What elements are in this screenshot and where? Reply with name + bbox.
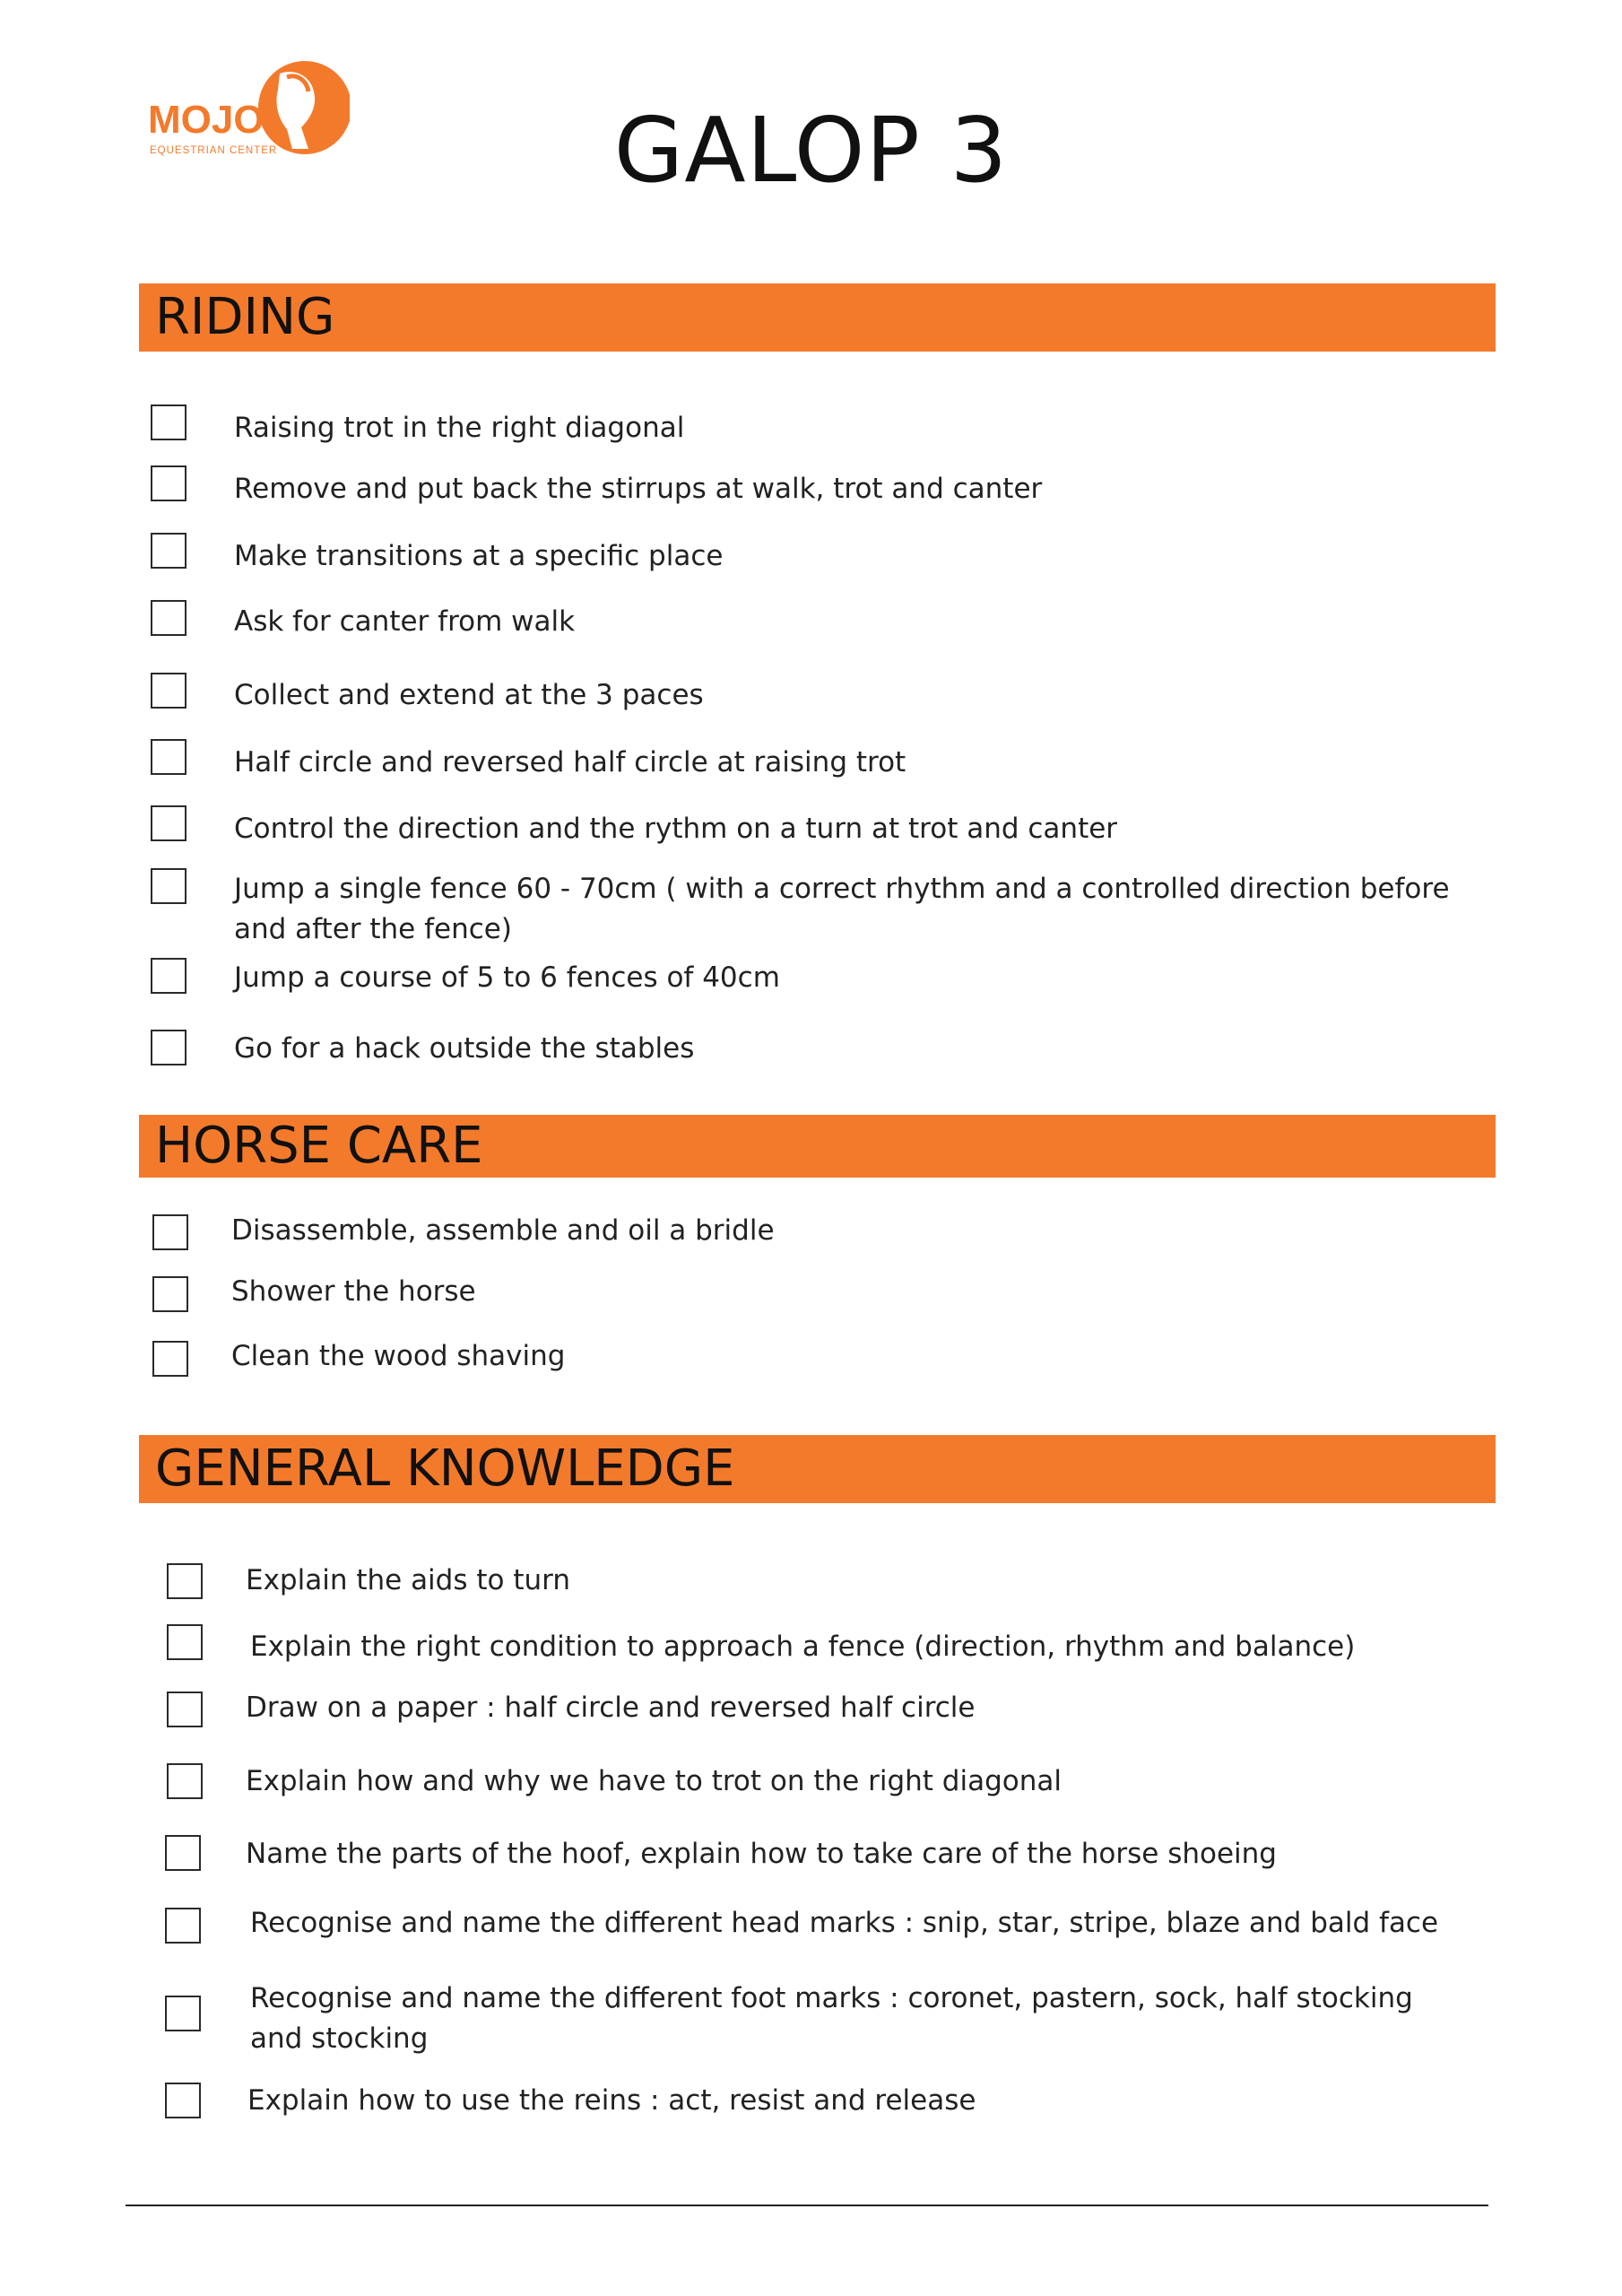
checklist-item: Go for a hack outside the stables [234, 1032, 695, 1065]
checklist-item: Collect and extend at the 3 paces [234, 679, 704, 711]
checklist-item: Explain the aids to turn [246, 1564, 570, 1596]
checklist-item: Make transitions at a specific place [234, 540, 724, 572]
checklist-item: Jump a single fence 60 - 70cm ( with a correct rhythm and a controlled direction before and after the fence) [234, 873, 1450, 945]
checkbox[interactable] [165, 1835, 201, 1871]
checkbox[interactable] [152, 1341, 188, 1377]
section-header-horse-care [139, 1115, 1496, 1178]
checklist-item: Remove and put back the stirrups at walk, trot and canter [234, 473, 1043, 505]
checklist-item: Draw on a paper : half circle and reversed half circle [246, 1692, 976, 1724]
checklist-item: Recognise and name the different foot marks : coronet, pastern, sock, half stocking and stocking [250, 1982, 1413, 2055]
checkbox[interactable] [151, 739, 186, 775]
checkbox[interactable] [151, 404, 186, 440]
checkbox[interactable] [167, 1624, 203, 1660]
checkbox[interactable] [167, 1563, 203, 1599]
logo-tagline: EQUESTRIAN CENTER [150, 145, 278, 156]
checkbox[interactable] [167, 1692, 203, 1727]
bottom-divider [126, 2205, 1488, 2206]
checklist-item: Name the parts of the hoof, explain how to take care of the horse shoeing [246, 1838, 1277, 1870]
checklist-item: Explain how and why we have to trot on the right diagonal [246, 1765, 1062, 1797]
checklist-item: Explain the right condition to approach a fence (direction, rhythm and balance) [250, 1631, 1356, 1663]
checkbox[interactable] [165, 1908, 201, 1944]
checklist-item: Shower the horse [231, 1275, 476, 1308]
logo-word: MOJO [148, 98, 265, 142]
section-heading: HORSE CARE [155, 1117, 483, 1175]
checklist-item: Explain how to use the reins : act, resist and release [247, 2084, 976, 2117]
checkbox[interactable] [151, 868, 186, 904]
checkbox[interactable] [152, 1276, 188, 1312]
checkbox[interactable] [151, 673, 186, 709]
checkbox[interactable] [151, 1030, 186, 1065]
page-title: GALOP 3 [613, 98, 1009, 203]
checklist-item: Jump a course of 5 to 6 fences of 40cm [234, 961, 780, 994]
checkbox[interactable] [151, 600, 186, 636]
checkbox[interactable] [151, 805, 186, 841]
section-heading: GENERAL KNOWLEDGE [155, 1439, 735, 1498]
checklist-item: Control the direction and the rythm on a turn at trot and canter [234, 813, 1118, 845]
checkbox[interactable] [152, 1214, 188, 1250]
section-heading: RIDING [155, 288, 335, 346]
checkbox[interactable] [165, 1996, 201, 2031]
checklist-item: Clean the wood shaving [231, 1340, 566, 1372]
section-header-general-knowledge [139, 1435, 1496, 1503]
checklist-item: Raising trot in the right diagonal [234, 412, 685, 444]
section-header-riding [139, 283, 1496, 352]
checkbox[interactable] [151, 958, 186, 994]
checkbox[interactable] [151, 533, 186, 569]
checkbox[interactable] [151, 465, 186, 501]
checklist-item: Ask for canter from walk [234, 605, 576, 638]
checkbox[interactable] [167, 1763, 203, 1799]
checklist-item: Recognise and name the different head marks : snip, star, stripe, blaze and bald face [250, 1907, 1439, 1939]
checkbox[interactable] [165, 2083, 201, 2118]
checklist-item: Half circle and reversed half circle at raising trot [234, 746, 906, 778]
checklist-item: Disassemble, assemble and oil a bridle [231, 1214, 775, 1247]
